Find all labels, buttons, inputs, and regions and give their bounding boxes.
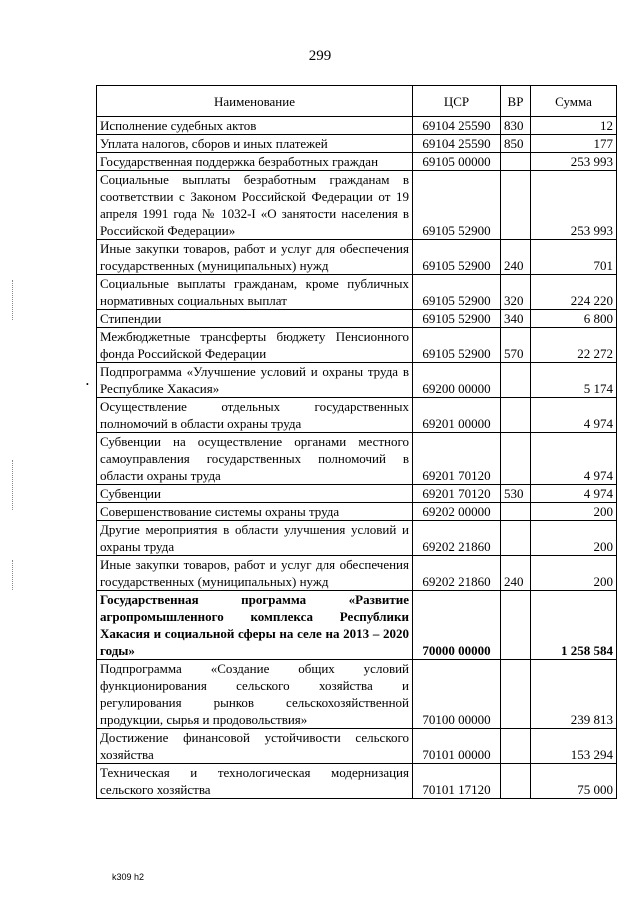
row-sum: 177 [531,135,617,153]
table-row [97,153,617,171]
row-name: Стипендии [97,310,413,328]
row-name: Иные закупки товаров, работ и услуг для обеспечения государственных (муниципальных) нужд [97,556,413,591]
row-vr: 320 [501,275,531,310]
row-csr: 69202 21860 [413,556,501,591]
row-vr [501,764,531,799]
row-csr: 70101 17120 [413,764,501,799]
row-csr: 69202 00000 [413,503,501,521]
row-sum: 6 800 [531,310,617,328]
row-csr: 69200 00000 [413,363,501,398]
row-vr [501,398,531,433]
margin-dot: • [86,380,89,389]
row-csr: 69105 52900 [413,310,501,328]
row-csr: 69202 21860 [413,521,501,556]
row-sum: 4 974 [531,433,617,485]
row-csr: 69201 70120 [413,485,501,503]
table-row [97,171,617,240]
table-row [97,135,617,153]
table-row [97,591,617,660]
row-csr: 69105 52900 [413,328,501,363]
row-vr [501,363,531,398]
footer-code: k309 h2 [112,872,145,882]
table-row [97,485,617,503]
table-row [97,556,617,591]
table-row [97,275,617,310]
row-vr: 240 [501,240,531,275]
row-csr: 69104 25590 [413,117,501,135]
table-row [97,729,617,764]
row-name: Исполнение судебных актов [97,117,413,135]
table-row [97,660,617,729]
row-sum: 224 220 [531,275,617,310]
table-row [97,363,617,398]
row-sum: 200 [531,521,617,556]
row-sum: 239 813 [531,660,617,729]
row-csr: 70100 00000 [413,660,501,729]
budget-table [96,85,617,799]
row-sum: 200 [531,503,617,521]
row-name: Техническая и технологическая модернизация сельского хозяйства [97,764,413,799]
row-name: Другие мероприятия в области улучшения условий и охраны труда [97,521,413,556]
table-row [97,764,617,799]
table-header-row [97,86,617,117]
table-row [97,117,617,135]
row-csr: 69105 52900 [413,240,501,275]
row-vr [501,171,531,240]
header-csr: ЦСР [413,86,501,117]
row-sum: 5 174 [531,363,617,398]
header-name: Наименование [97,86,413,117]
table-row [97,398,617,433]
row-csr: 70101 00000 [413,729,501,764]
row-sum: 153 294 [531,729,617,764]
row-name: Подпрограмма «Улучшение условий и охраны труда в Республике Хакасия» [97,363,413,398]
row-csr: 69201 00000 [413,398,501,433]
row-csr: 69201 70120 [413,433,501,485]
row-vr [501,433,531,485]
row-sum: 701 [531,240,617,275]
row-vr: 850 [501,135,531,153]
row-sum: 253 993 [531,153,617,171]
row-name: Уплата налогов, сборов и иных платежей [97,135,413,153]
row-sum: 1 258 584 [531,591,617,660]
row-sum: 75 000 [531,764,617,799]
row-sum: 4 974 [531,485,617,503]
row-name: Осуществление отдельных государственных полномочий в области охраны труда [97,398,413,433]
row-sum: 253 993 [531,171,617,240]
row-name: Достижение финансовой устойчивости сельского хозяйства [97,729,413,764]
row-vr: 830 [501,117,531,135]
row-vr [501,503,531,521]
table-row [97,433,617,485]
table-row [97,240,617,275]
row-vr [501,521,531,556]
row-csr: 69105 00000 [413,153,501,171]
row-vr: 340 [501,310,531,328]
row-vr: 570 [501,328,531,363]
row-sum: 200 [531,556,617,591]
row-vr: 530 [501,485,531,503]
row-vr [501,660,531,729]
row-name: Субвенции [97,485,413,503]
header-sum: Сумма [531,86,617,117]
row-csr: 69105 52900 [413,171,501,240]
page-number: 299 [308,48,332,64]
row-vr [501,153,531,171]
row-csr: 69105 52900 [413,275,501,310]
row-csr: 69104 25590 [413,135,501,153]
row-name: Государственная поддержка безработных граждан [97,153,413,171]
row-vr [501,591,531,660]
row-name: Социальные выплаты гражданам, кроме публичных нормативных социальных выплат [97,275,413,310]
row-name: Совершенствование системы охраны труда [97,503,413,521]
header-vr: ВР [501,86,531,117]
table-row [97,521,617,556]
row-sum: 12 [531,117,617,135]
row-csr: 70000 00000 [413,591,501,660]
table-row [97,503,617,521]
table-body [97,117,617,799]
row-name: Подпрограмма «Создание общих условий функционирования сельского хозяйства и регулирования рынков сельскохозяйственной продукции, сырья и продовольствия» [97,660,413,729]
row-vr [501,729,531,764]
row-name: Иные закупки товаров, работ и услуг для обеспечения государственных (муниципальных) нужд [97,240,413,275]
row-name: Межбюджетные трансферты бюджету Пенсионного фонда Российской Федерации [97,328,413,363]
table-row [97,310,617,328]
table-row [97,328,617,363]
row-vr: 240 [501,556,531,591]
row-sum: 4 974 [531,398,617,433]
row-name: Государственная программа «Развитие агропромышленного комплекса Республики Хакасия и социальной сферы на селе на 2013 – 2020 годы» [97,591,413,660]
row-name: Субвенции на осуществление органами местного самоуправления государственных полномочий в области охраны труда [97,433,413,485]
row-sum: 22 272 [531,328,617,363]
row-name: Социальные выплаты безработным гражданам в соответствии с Законом Российской Федерации от 19 апреля 1991 года № 1032-I «О занятости населения в Российской Федерации» [97,171,413,240]
